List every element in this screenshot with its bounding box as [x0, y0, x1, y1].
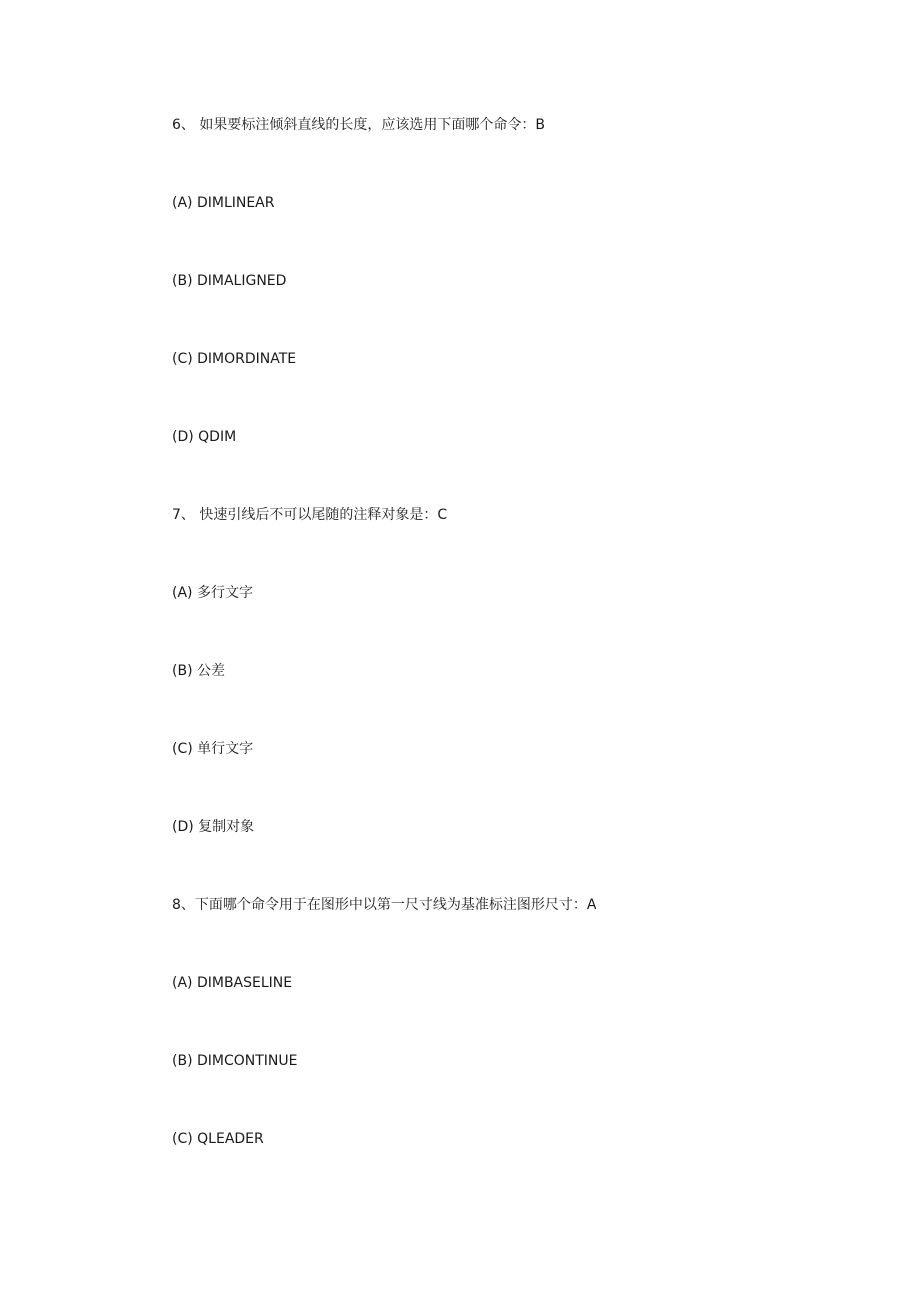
question-7-option-d: (D) 复制对象 [172, 819, 255, 835]
question-8-option-a: (A) DIMBASELINE [172, 975, 293, 991]
question-8-stem: 8、下面哪个命令用于在图形中以第一尺寸线为基准标注图形尺寸：A [172, 897, 597, 913]
question-6-stem: 6、 如果要标注倾斜直线的长度，应该选用下面哪个命令：B [172, 117, 545, 133]
question-7-option-a: (A) 多行文字 [172, 585, 253, 601]
question-7-option-c: (C) 单行文字 [172, 741, 254, 757]
question-6-option-b: (B) DIMALIGNED [172, 273, 287, 289]
question-7-stem: 7、 快速引线后不可以尾随的注释对象是：C [172, 507, 448, 523]
question-7-option-b: (B) 公差 [172, 663, 225, 679]
question-6-option-d: (D) QDIM [172, 429, 237, 445]
question-8-option-c: (C) QLEADER [172, 1131, 264, 1147]
question-8-option-b: (B) DIMCONTINUE [172, 1053, 298, 1069]
question-6-option-c: (C) DIMORDINATE [172, 351, 297, 367]
question-6-option-a: (A) DIMLINEAR [172, 195, 275, 211]
